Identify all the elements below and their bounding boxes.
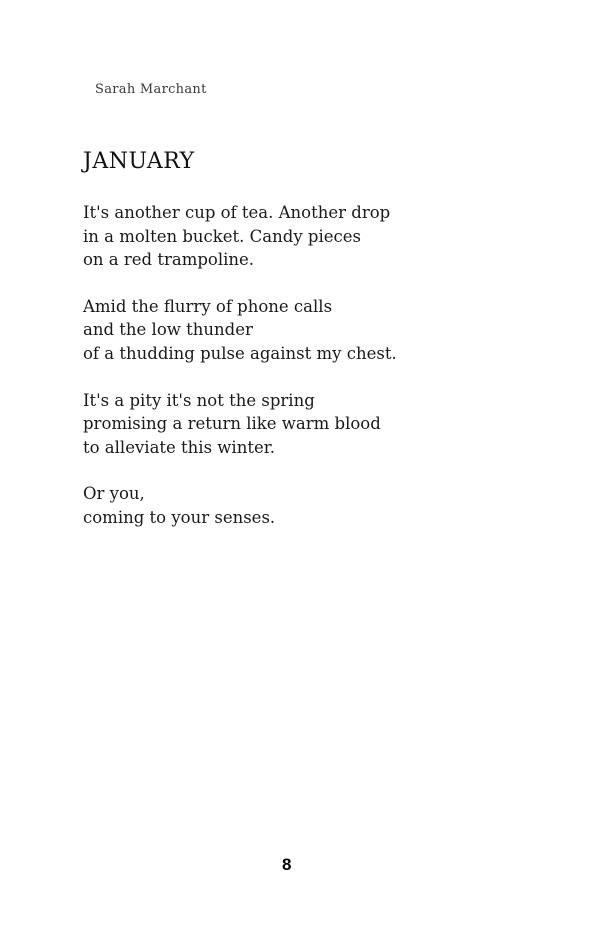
poem-line: of a thudding pulse against my chest. xyxy=(83,343,397,363)
poem-line: coming to your senses. xyxy=(83,507,276,527)
poem-line: Amid the flurry of phone calls xyxy=(83,296,333,316)
poem-line: Or you, xyxy=(83,484,145,504)
poem-line: in a molten bucket. Candy pieces xyxy=(83,226,361,246)
stanza-1 xyxy=(83,201,553,272)
poem-title: JANUARY xyxy=(83,149,195,174)
page-number-footer xyxy=(0,855,572,875)
author-running-head: Sarah Marchant xyxy=(95,82,207,97)
page-number: 8 xyxy=(282,855,292,874)
poem-line: It's a pity it's not the spring xyxy=(83,390,315,410)
poem-body xyxy=(83,201,553,553)
stanza-4 xyxy=(83,482,553,529)
poem-line: and the low thunder xyxy=(83,320,253,340)
poem-line: promising a return like warm blood xyxy=(83,414,381,434)
stanza-2 xyxy=(83,295,553,366)
stanza-3 xyxy=(83,389,553,460)
poem-line: on a red trampoline. xyxy=(83,250,255,270)
poem-line: It's another cup of tea. Another drop xyxy=(83,203,391,222)
poem-line: to alleviate this winter. xyxy=(83,437,276,457)
